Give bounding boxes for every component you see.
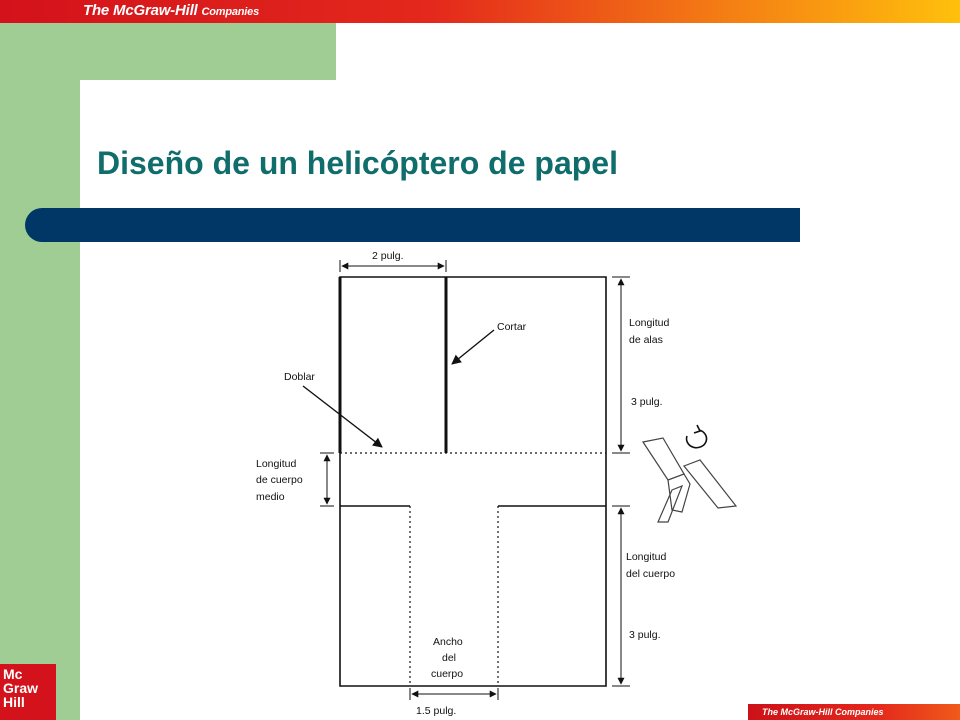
body-length-value: 3 pulg.	[629, 629, 661, 641]
top-brand-main: The McGraw-Hill	[83, 2, 198, 19]
fold-arrow	[303, 386, 382, 447]
wing-length-label-1: Longitud	[629, 317, 670, 329]
middle-body-label-3: medio	[256, 491, 285, 503]
wing-length-label-2: de alas	[629, 334, 663, 346]
bottom-width-label: 1.5 pulg.	[416, 705, 457, 717]
wing-length-value: 3 pulg.	[631, 396, 663, 408]
body-length-label-2: del cuerpo	[626, 568, 676, 580]
fold-label: Doblar	[284, 371, 315, 383]
logo-line-2: Graw	[3, 680, 39, 696]
logo-line-3: Hill	[3, 694, 25, 710]
cut-label: Cortar	[497, 321, 527, 333]
paper-outline	[340, 277, 606, 686]
mcgraw-hill-logo	[0, 664, 56, 720]
body-width-label-3: cuerpo	[431, 668, 464, 680]
middle-body-label-1: Longitud	[256, 458, 297, 470]
middle-body-label-2: de cuerpo	[256, 474, 303, 486]
top-width-label: 2 pulg.	[372, 250, 404, 262]
body-width-label-1: Ancho	[433, 636, 463, 648]
body-width-label-2: del	[442, 652, 457, 664]
footer-brand: The McGraw-Hill Companies	[748, 704, 960, 720]
cut-arrow	[452, 330, 494, 364]
folded-helicopter-illustration	[643, 438, 736, 522]
rotation-arrow-icon	[687, 425, 707, 448]
top-brand-suffix: Companies	[201, 6, 259, 18]
slide-title: Diseño de un helicóptero de papel	[97, 145, 618, 181]
body-length-label-1: Longitud	[626, 551, 667, 563]
logo-line-1: Mc	[3, 666, 23, 682]
